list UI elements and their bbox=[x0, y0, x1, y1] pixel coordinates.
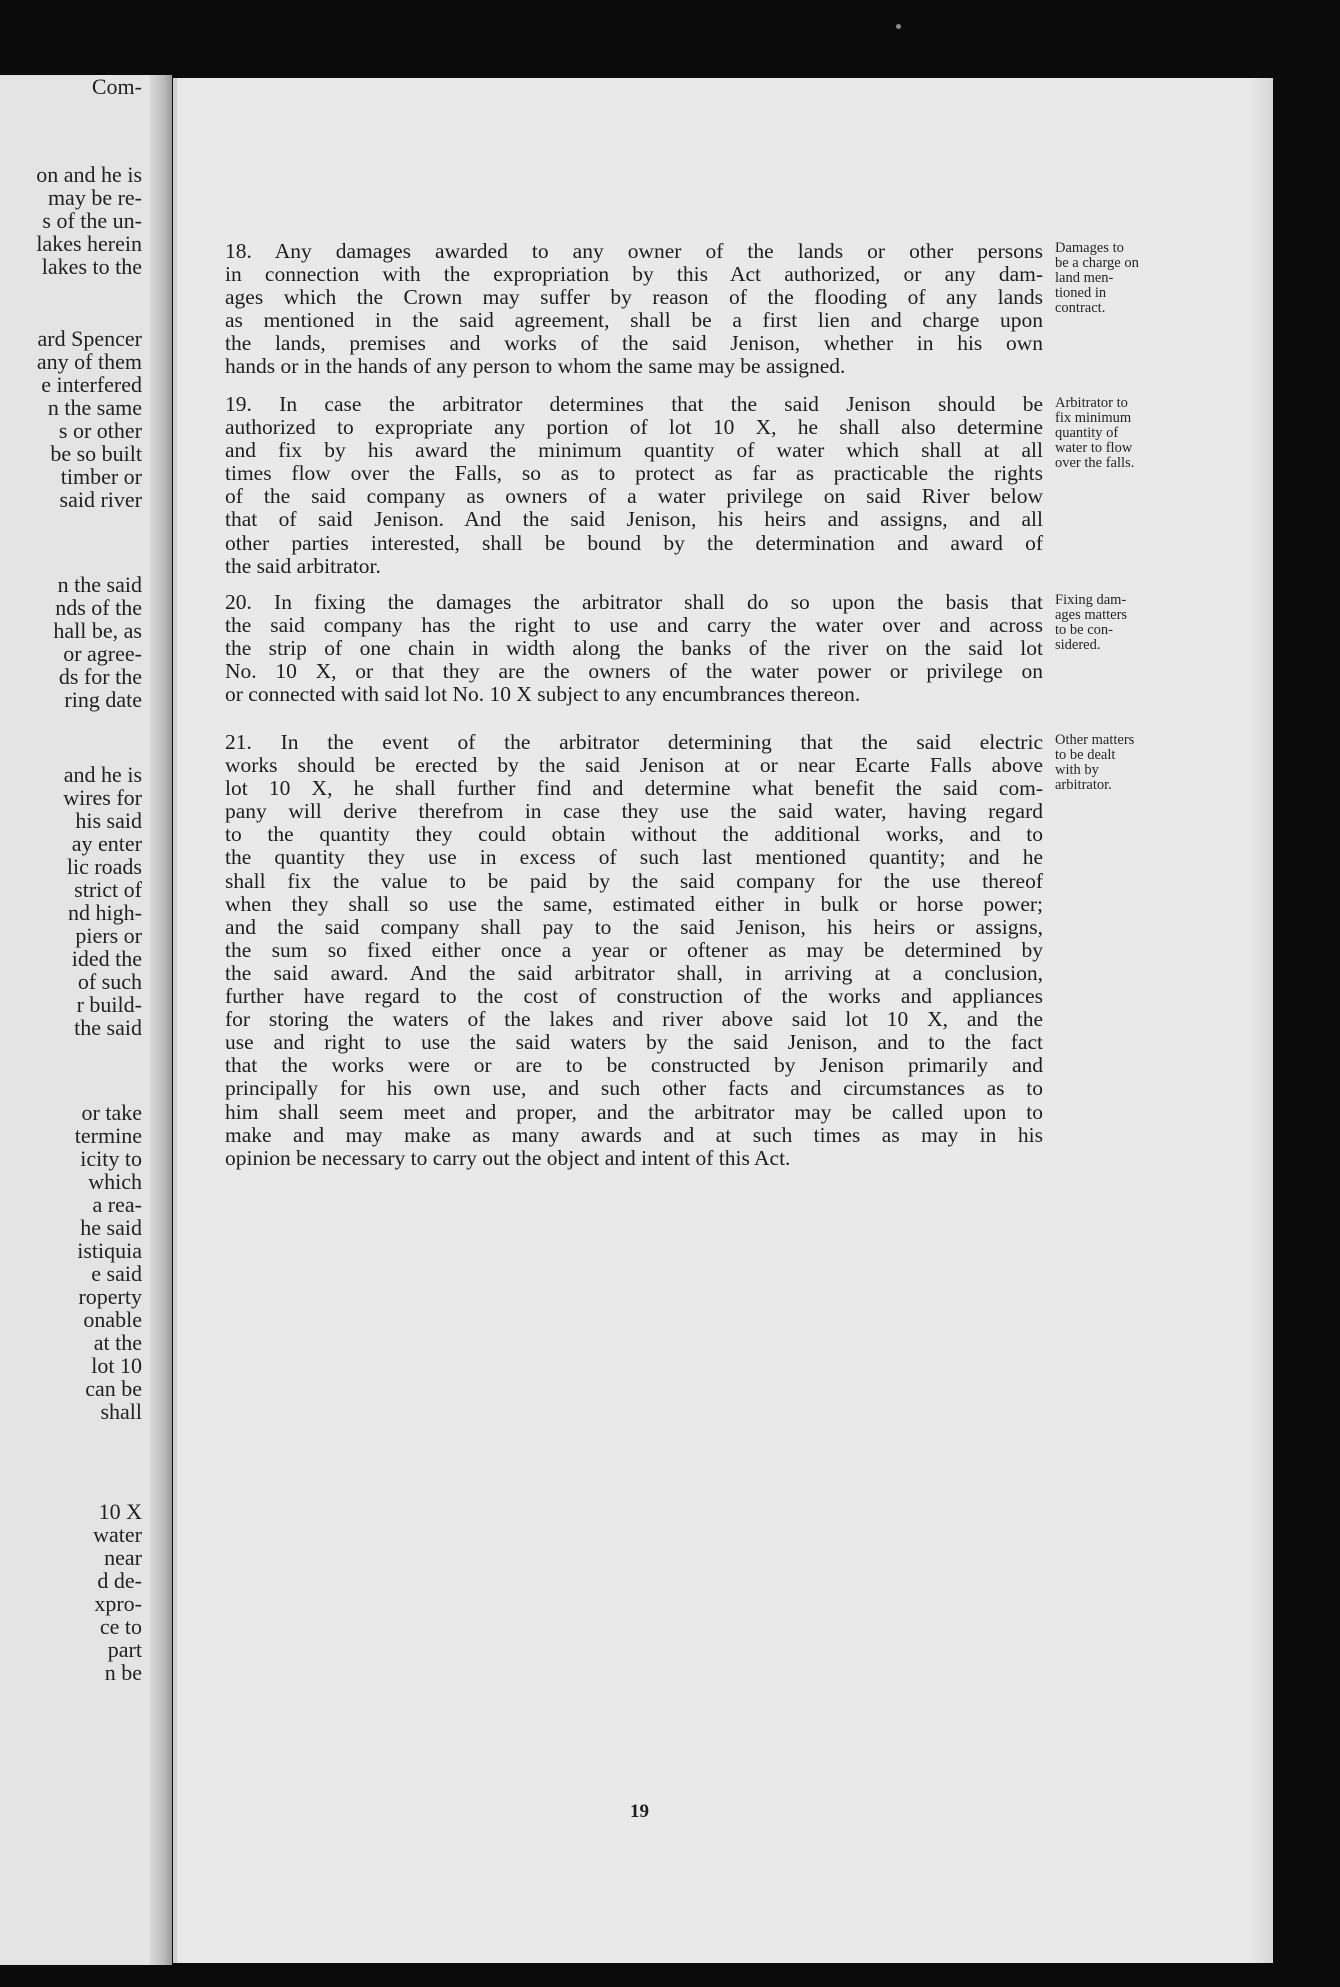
left-page-line: at the bbox=[93, 1330, 142, 1355]
left-page-line: and he is bbox=[63, 762, 142, 787]
left-page bbox=[0, 75, 172, 1965]
text-line: principally for his own use, and such other facts and circumstances as to bbox=[225, 1076, 1043, 1101]
left-page-line: r build- bbox=[76, 992, 142, 1017]
margin-note-line: water to flow bbox=[1055, 440, 1133, 456]
left-page-line: a rea- bbox=[92, 1192, 142, 1217]
left-page-line: wires for bbox=[63, 785, 142, 810]
left-page-line: near bbox=[104, 1545, 142, 1570]
left-page-line: which bbox=[88, 1169, 142, 1194]
left-page-line: nds of the bbox=[55, 595, 142, 620]
left-page-line: may be re- bbox=[47, 185, 142, 210]
margin-note-damages bbox=[1055, 241, 1215, 316]
left-page-line: water bbox=[93, 1522, 142, 1547]
left-page-line: nd high- bbox=[68, 900, 142, 925]
text-line: use and right to use the said waters by the said Jenison, and to the fact bbox=[225, 1030, 1043, 1055]
left-page-line: on and he is bbox=[36, 162, 142, 187]
text-line: or connected with said lot No. 10 X subject to any encumbrances thereon. bbox=[225, 682, 861, 707]
text-line: to the quantity they could obtain without the additional works, and to bbox=[225, 822, 1043, 847]
left-page-line: e interfered bbox=[41, 372, 142, 397]
section-19 bbox=[225, 393, 1043, 578]
left-page-line: be so built bbox=[50, 441, 142, 466]
text-line: authorized to expropriate any portion of lot 10 X, he shall also determine bbox=[225, 415, 1043, 440]
left-page-line: e said bbox=[91, 1261, 142, 1286]
section-18 bbox=[225, 240, 1043, 379]
left-page-line: his said bbox=[75, 808, 142, 833]
left-page-line: piers or bbox=[75, 923, 142, 948]
text-line: and fix by his award the minimum quantity of water which shall at all bbox=[225, 438, 1043, 463]
left-page-line: he said bbox=[80, 1215, 142, 1240]
text-line: make and may make as many awards and at such times as may in his bbox=[225, 1122, 1043, 1147]
left-page-line: ce to bbox=[99, 1614, 142, 1639]
margin-note-line: over the falls. bbox=[1055, 455, 1135, 471]
margin-note-line: contract. bbox=[1055, 300, 1106, 316]
left-page-line: ds for the bbox=[58, 664, 142, 689]
text-line: ages which the Crown may suffer by reason of the flooding of any lands bbox=[225, 285, 1043, 310]
page-number: 19 bbox=[630, 1801, 649, 1822]
margin-note-arbitrator bbox=[1055, 396, 1215, 471]
left-page-line: ring date bbox=[64, 687, 142, 712]
left-page-line: shall bbox=[100, 1399, 142, 1424]
left-page-line: can be bbox=[85, 1376, 142, 1401]
left-page-line: Com- bbox=[91, 75, 142, 99]
margin-note-line: quantity of bbox=[1055, 425, 1119, 441]
left-page-line: 10 X bbox=[98, 1499, 142, 1524]
text-line: other parties interested, shall be bound by the determination and award of bbox=[225, 530, 1043, 555]
text-line: 20. In fixing the damages the arbitrator shall do so upon the basis that bbox=[225, 590, 1043, 614]
text-line: the sum so fixed either once a year or oftener as may be determined by bbox=[225, 937, 1043, 962]
section-20 bbox=[225, 591, 1043, 706]
text-line: 19. In case the arbitrator determines that the said Jenison should be bbox=[225, 392, 1043, 416]
left-page-line: any of them bbox=[36, 349, 142, 374]
margin-note-line: Other matters bbox=[1055, 732, 1135, 748]
left-page-line: the said bbox=[74, 1015, 142, 1040]
text-line: shall fix the value to be paid by the said company for the use thereof bbox=[225, 868, 1043, 893]
left-page-line: lic roads bbox=[66, 854, 142, 879]
text-line: lot 10 X, he shall further find and determine what benefit the said com- bbox=[225, 776, 1043, 801]
text-line: works should be erected by the said Jenison at or near Ecarte Falls above bbox=[225, 753, 1043, 778]
left-page-line: timber or bbox=[60, 464, 142, 489]
text-line: 21. In the event of the arbitrator determining that the said electric bbox=[225, 730, 1043, 754]
text-line: times flow over the Falls, so as to protect as far as practicable the rights bbox=[225, 461, 1043, 486]
margin-note-other-matters bbox=[1055, 733, 1215, 793]
scan-speck bbox=[896, 24, 901, 29]
left-page-line: strict of bbox=[74, 877, 142, 902]
left-page-line: ided the bbox=[71, 946, 142, 971]
left-page-line: xpro- bbox=[94, 1591, 142, 1616]
left-page-line: s of the un- bbox=[42, 208, 142, 233]
left-page-line: lakes herein bbox=[36, 231, 142, 256]
left-page-line: ard Spencer bbox=[37, 326, 142, 351]
text-line: 18. Any damages awarded to any owner of the lands or other persons bbox=[225, 239, 1043, 263]
margin-note-line: with by bbox=[1055, 762, 1099, 778]
margin-note-line: to be dealt bbox=[1055, 747, 1116, 763]
margin-note-line: sidered. bbox=[1055, 637, 1101, 653]
text-line: the said company has the right to use and carry the water over and across bbox=[225, 613, 1043, 638]
text-line: that the works were or are to be constructed by Jenison primarily and bbox=[225, 1053, 1043, 1078]
left-page-line: n the same bbox=[47, 395, 142, 420]
left-page-line: said river bbox=[59, 487, 142, 512]
section-21 bbox=[225, 731, 1043, 1170]
left-page-line: icity to bbox=[80, 1146, 142, 1171]
left-page-line: onable bbox=[83, 1307, 142, 1332]
text-line: further have regard to the cost of construction of the works and appliances bbox=[225, 984, 1043, 1009]
left-page-line: istiquia bbox=[77, 1238, 142, 1263]
margin-note-line: fix minimum bbox=[1055, 410, 1132, 426]
left-page-line: part bbox=[107, 1637, 142, 1662]
book-gutter bbox=[150, 75, 172, 1965]
text-line: that of said Jenison. And the said Jenison, his heirs and assigns, and all bbox=[225, 507, 1043, 532]
margin-note-line: Damages to bbox=[1055, 240, 1124, 256]
text-line: the said arbitrator. bbox=[225, 553, 381, 578]
text-line: as mentioned in the said agreement, shall be a first lien and charge upon bbox=[225, 308, 1043, 333]
margin-note-fixing-damages bbox=[1055, 593, 1215, 653]
text-line: hands or in the hands of any person to whom the same may be assigned. bbox=[225, 354, 846, 379]
margin-note-line: arbitrator. bbox=[1055, 777, 1112, 793]
margin-note-line: Fixing dam- bbox=[1055, 592, 1127, 608]
text-line: the said award. And the said arbitrator shall, in arriving at a conclusion, bbox=[225, 960, 1043, 985]
left-page-line: termine bbox=[74, 1123, 142, 1148]
text-line: pany will derive therefrom in case they use the said water, having regard bbox=[225, 799, 1043, 824]
left-page-line: or agree- bbox=[63, 641, 142, 666]
left-page-line: ay enter bbox=[71, 831, 142, 856]
margin-note-line: be a charge on bbox=[1055, 255, 1139, 271]
margin-note-line: land men- bbox=[1055, 270, 1114, 286]
text-line: in connection with the expropriation by this Act authorized, or any dam- bbox=[225, 262, 1043, 287]
text-line: opinion be necessary to carry out the object and intent of this Act. bbox=[225, 1145, 791, 1170]
left-page-line: roperty bbox=[78, 1284, 142, 1309]
margin-note-line: tioned in bbox=[1055, 285, 1107, 301]
text-line: the strip of one chain in width along the banks of the river on the said lot bbox=[225, 636, 1043, 661]
text-line: No. 10 X, or that they are the owners of the water power or privilege on bbox=[225, 659, 1043, 684]
text-line: and the said company shall pay to the said Jenison, his heirs or assigns, bbox=[225, 914, 1043, 939]
margin-note-line: to be con- bbox=[1055, 622, 1113, 638]
left-page-line: s or other bbox=[58, 418, 142, 443]
left-page-line: d de- bbox=[97, 1568, 142, 1593]
left-page-line: n be bbox=[104, 1660, 142, 1685]
text-line: for storing the waters of the lakes and river above said lot 10 X, and the bbox=[225, 1007, 1043, 1032]
text-line: of the said company as owners of a water privilege on said River below bbox=[225, 484, 1043, 509]
left-page-line: lot 10 bbox=[91, 1353, 142, 1378]
document-page bbox=[173, 78, 1273, 1963]
left-page-line: lakes to the bbox=[41, 254, 142, 279]
left-page-line: of such bbox=[77, 969, 142, 994]
margin-note-line: Arbitrator to bbox=[1055, 395, 1128, 411]
margin-note-line: ages matters bbox=[1055, 607, 1128, 623]
text-line: the quantity they use in excess of such last mentioned quantity; and he bbox=[225, 845, 1043, 870]
text-line: when they shall so use the same, estimated either in bulk or horse power; bbox=[225, 891, 1043, 916]
text-line: the lands, premises and works of the said Jenison, whether in his own bbox=[225, 331, 1043, 356]
left-page-line: hall be, as bbox=[53, 618, 142, 643]
text-line: him shall seem meet and proper, and the arbitrator may be called upon to bbox=[225, 1099, 1043, 1124]
left-page-line: or take bbox=[81, 1100, 142, 1125]
left-page-line: n the said bbox=[57, 572, 142, 597]
